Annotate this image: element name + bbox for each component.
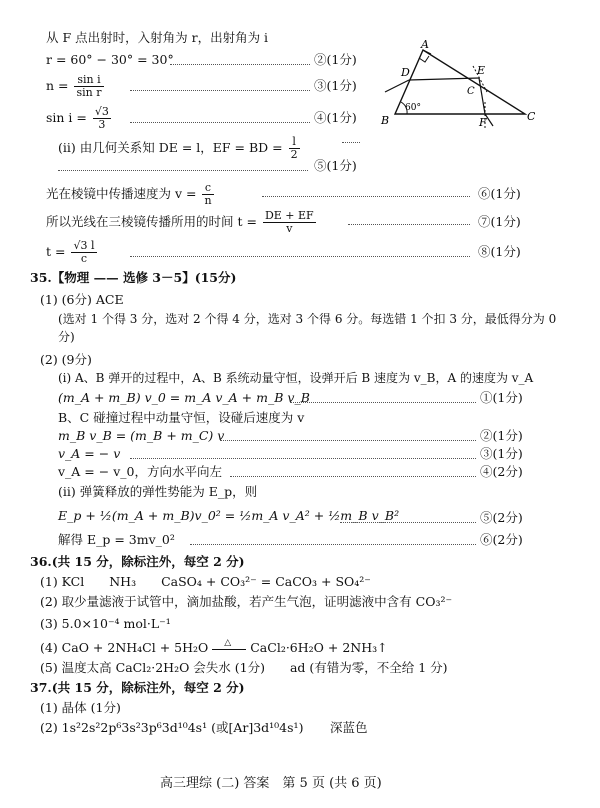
q35-ii-text: (ⅱ) 弹簧释放的弹性势能为 E_p，则	[58, 484, 258, 499]
q36-header: 36.(共 15 分，除标注外，每空 2 分)	[30, 554, 245, 569]
score: ⑦(1分)	[478, 214, 521, 229]
q37-l1: (1) 晶体 (1分)	[40, 700, 121, 715]
prism-diagram	[375, 40, 535, 130]
sini-fraction	[93, 106, 111, 131]
score: ③(1分)	[480, 446, 523, 461]
score: ⑥(2分)	[480, 532, 523, 547]
q36-l1: (1) KCl NH₃ CaSO₄ + CO₃²⁻ = CaCO₃ + SO₄²⁻	[40, 574, 371, 589]
score: ⑧(1分)	[478, 244, 521, 259]
q35-p1-note: (选对 1 个得 3 分，选对 2 个得 4 分，选对 3 个得 6 分。每选错 1 个扣 3 分，最低得分为 0 分)	[58, 312, 557, 344]
score: ⑤(1分)	[314, 158, 357, 173]
dots	[290, 402, 476, 403]
t2-num: √3 l	[73, 239, 95, 252]
dots	[130, 90, 310, 91]
dots	[170, 64, 310, 65]
reaction-arrow	[212, 637, 246, 654]
q35-eq4: v_A = − v_0，方向水平向左	[58, 464, 222, 479]
q35-header: 35.【物理 —— 选修 3－5】(15分)	[30, 270, 237, 285]
ii-fraction	[289, 136, 300, 161]
q34-eq-sini	[46, 106, 113, 131]
sini-left: sin i =	[46, 110, 87, 125]
label-e: E	[477, 64, 486, 77]
q35-eq5: E_p + ½(m_A + m_B)v_0² = ½m_A v_A² + ½m_B v_B²	[58, 508, 400, 523]
q35-eq1: (m_A + m_B) v_0 = m_A v_A + m_B v_B	[58, 390, 310, 405]
q34-v	[46, 182, 216, 207]
page-footer: 高三理综 (二) 答案 第 5 页 (共 6 页)	[160, 776, 382, 791]
light-ray-ef	[479, 78, 485, 114]
v-num: c	[202, 182, 213, 195]
v-den: n	[204, 194, 212, 207]
score: ②(1分)	[480, 428, 523, 443]
v-fraction	[202, 182, 213, 207]
t2-fraction	[71, 240, 96, 265]
sini-den: 3	[98, 118, 106, 131]
ii-den: 2	[290, 148, 298, 161]
score: ④(1分)	[314, 110, 357, 125]
q36-l3: (3) 5.0×10⁻⁴ mol·L⁻¹	[40, 616, 171, 631]
dots	[348, 224, 470, 225]
q37-header: 37.(共 15 分，除标注外，每空 2 分)	[30, 680, 245, 695]
q36-l4-right: CaCl₂·6H₂O + 2NH₃↑	[250, 640, 388, 655]
q36-l4	[40, 637, 388, 656]
t-text: 所以光线在三棱镜传播所用的时间 t =	[46, 214, 257, 229]
q34-eq-n	[46, 74, 106, 99]
dots	[130, 122, 310, 123]
dots	[340, 522, 476, 523]
heat-triangle-icon: △	[224, 637, 232, 648]
q34-line1: 从 F 点出射时，入射角为 r，出射角为 i	[46, 30, 269, 45]
q35-p1: (1) (6分) ACE	[40, 292, 124, 307]
t2-left: t =	[46, 244, 66, 259]
sini-num: √3	[94, 105, 109, 118]
q36-l5: (5) 温度太高 CaCl₂·2H₂O 会失水 (1分) ad (有错为零，不全给 1 分)	[40, 660, 448, 675]
q35-eq3: v_A = − v	[58, 446, 121, 461]
q37-l2: (2) 1s²2s²2p⁶3s²3p⁶3d¹⁰4s¹ (或[Ar]3d¹⁰4s¹)	[40, 720, 304, 735]
score: ⑤(2分)	[480, 510, 523, 525]
q35-eq2: m_B v_B = (m_B + m_C) v	[58, 428, 225, 443]
label-c-inner: C	[467, 86, 475, 97]
n-den: sin r	[76, 86, 102, 99]
score: ④(2分)	[480, 464, 523, 479]
dots	[130, 256, 470, 257]
score: ②(1分)	[314, 52, 357, 67]
dots	[342, 142, 360, 143]
q35-i-text: (ⅰ) A、B 弹开的过程中，A、B 系统动量守恒，设弹开后 B 速度为 v_B，A 的速度为 v_A	[58, 371, 534, 385]
t-fraction	[263, 210, 316, 235]
score: ⑥(1分)	[478, 186, 521, 201]
arrow-line	[212, 649, 246, 650]
n-left: n =	[46, 78, 69, 93]
q36-l2: (2) 取少量滤液于试管中，滴加盐酸，若产生气泡，证明滤液中含有 CO₃²⁻	[40, 594, 453, 609]
n-num: sin i	[74, 74, 103, 87]
label-a: A	[421, 40, 429, 51]
label-b: B	[381, 114, 390, 127]
q34-t2	[46, 240, 99, 265]
q34-ii	[58, 136, 302, 161]
score: ③(1分)	[314, 78, 357, 93]
q35-eq6: 解得 E_p = 3mv_0²	[58, 532, 175, 547]
score: ①(1分)	[480, 390, 523, 405]
ii-num: l	[289, 136, 300, 149]
q35-bc-text: B、C 碰撞过程中动量守恒，设碰后速度为 v	[58, 410, 305, 425]
v-text: 光在棱镜中传播速度为 v =	[46, 186, 197, 201]
dots	[230, 476, 476, 477]
dots	[58, 170, 308, 171]
q34-eq-r: r = 60° − 30° = 30°	[46, 52, 174, 67]
t-num: DE + EF	[264, 209, 314, 222]
dots	[220, 440, 476, 441]
n-fraction	[74, 74, 103, 99]
label-c: C	[527, 110, 535, 123]
ii-text: (ⅱ) 由几何关系知 DE = l，EF = BD =	[58, 140, 283, 155]
dots	[262, 196, 470, 197]
q36-l4-left: (4) CaO + 2NH₄Cl + 5H₂O	[40, 640, 209, 655]
t2-den: c	[80, 252, 88, 265]
q34-t	[46, 210, 318, 235]
q37-l2b: 深蓝色	[330, 720, 368, 735]
t-den: v	[286, 222, 293, 235]
label-60: 60°	[405, 103, 421, 113]
dots	[190, 544, 476, 545]
label-f: F	[479, 116, 487, 129]
dots	[130, 458, 476, 459]
q35-p2: (2) (9分)	[40, 352, 92, 367]
label-d: D	[401, 66, 410, 79]
